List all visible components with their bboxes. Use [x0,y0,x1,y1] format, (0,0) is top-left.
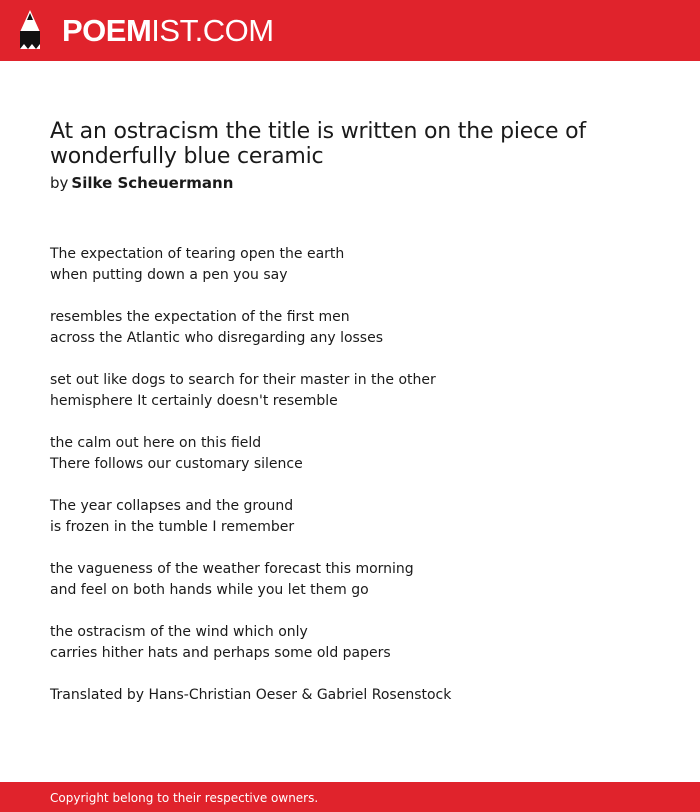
poem-line: the ostracism of the wind which only [50,624,308,640]
stanza [50,622,650,664]
poem-line: There follows our customary silence [50,456,303,472]
poem-line: the vagueness of the weather forecast this morning [50,561,414,577]
poem-line: and feel on both hands while you let them go [50,582,369,598]
site-footer [0,782,700,812]
poem-line: when putting down a pen you say [50,267,288,283]
poem-line: The expectation of tearing open the earth [50,246,345,262]
stanza [50,244,650,286]
poem-line: carries hither hats and perhaps some old papers [50,645,391,661]
site-logo[interactable] [62,11,274,51]
stanza [50,307,650,349]
poem-line: the calm out here on this field [50,435,262,451]
poem-line: is frozen in the tumble I remember [50,519,295,535]
logo-bold-text: POEM [62,13,152,48]
poem-line: hemisphere It certainly doesn't resemble [50,393,338,409]
poem-body [50,244,650,685]
stanza [50,496,650,538]
poem-line: The year collapses and the ground [50,498,294,514]
logo-light-text: IST.COM [151,13,274,48]
stanza [50,370,650,412]
poem-line: across the Atlantic who disregarding any losses [50,330,384,346]
pencil-icon[interactable] [18,10,42,52]
poem-author: Silke Scheuermann [71,174,234,192]
site-header [0,0,700,61]
poem-title: At an ostracism the title is written on the piece of wonderfully blue ceramic [50,119,586,169]
translator-credit: Translated by Hans-Christian Oeser & Gabriel Rosenstock [50,687,452,703]
poem-line: set out like dogs to search for their master in the other [50,372,436,388]
byline [50,173,233,193]
copyright-notice: Copyright belong to their respective owners. [50,791,319,805]
stanza [50,559,650,601]
stanza [50,433,650,475]
by-label: by [50,174,69,192]
poem-line: resembles the expectation of the first men [50,309,350,325]
